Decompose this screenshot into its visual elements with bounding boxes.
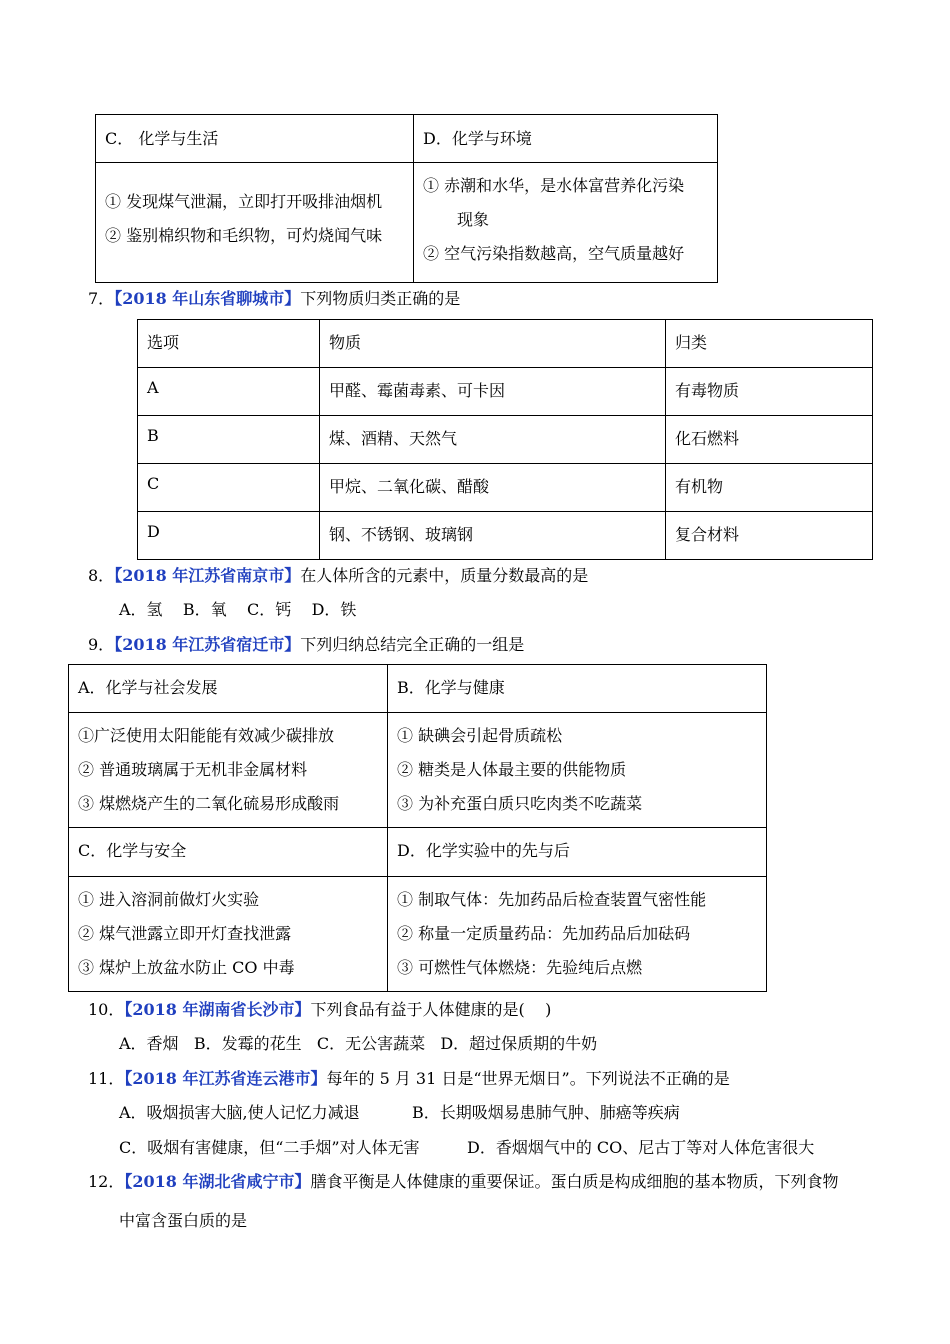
q9-c-header: C．化学与安全 (69, 828, 388, 877)
q10-options: A．香烟 B．发霉的花生 C．无公害蔬菜 D．超过保质期的牛奶 (119, 1034, 598, 1053)
q7-source: 【2018 年山东省聊城市】 (114, 289, 301, 308)
q6-d-cell (414, 163, 718, 283)
q7-stem: 7．【2018 年山东省聊城市】下列物质归类正确的是 (88, 289, 461, 308)
q7-table (137, 319, 873, 560)
table-row: B 煤、酒精、天然气 化石燃料 (138, 416, 873, 464)
q6-c-cell (96, 163, 414, 283)
q9-b-cell: ① 缺碘会引起骨质疏松 ② 糖类是人体最主要的供能物质 ③ 为补充蛋白质只吃肉类不吃蔬菜 (388, 713, 767, 828)
q9-d-cell: ① 制取气体：先加药品后检查装置气密性能 ② 称量一定质量药品：先加药品后加砝码 ③ 可燃性气体燃烧：先验纯后点燃 (388, 877, 767, 992)
q9-c-cell: ① 进入溶洞前做灯火实验 ② 煤气泄露立即开灯查找泄露 ③ 煤炉上放盆水防止 CO 中毒 (69, 877, 388, 992)
q9-a-header: A．化学与社会发展 (69, 665, 388, 713)
q6-d-item-1b: 现象 (457, 210, 490, 229)
q9-table (68, 664, 767, 992)
q9-d-header: D．化学实验中的先与后 (388, 828, 767, 877)
q11-option-d: D．香烟烟气中的 CO、尼古丁等对人体危害很大 (467, 1138, 815, 1157)
q11-option-a: A．吸烟损害大脑,使人记忆力减退 (119, 1103, 360, 1122)
q7-header-option: 选项 (138, 320, 320, 368)
q12-source: 【2018 年湖北省咸宁市】 (124, 1172, 311, 1191)
table-row: D 钢、不锈钢、玻璃钢 复合材料 (138, 512, 873, 560)
q8-stem: 8．【2018 年江苏省南京市】在人体所含的元素中，质量分数最高的是 (88, 566, 589, 585)
q12-stem: 12．【2018 年湖北省咸宁市】膳食平衡是人体健康的重要保证。蛋白质是构成细胞的基本物质，下列食物 (88, 1172, 839, 1191)
q6-c-item-2: ② 鉴别棉织物和毛织物，可灼烧闻气味 (105, 226, 383, 245)
q6-c-item-1: ① 发现煤气泄漏，立即打开吸排油烟机 (105, 192, 383, 211)
q8-options: A．氢 B．氧 C．钙 D．铁 (119, 600, 357, 619)
q6-d-header: D．化学与环境 (414, 115, 718, 163)
q6-c-header: C． 化学与生活 (96, 115, 414, 163)
q11-option-c: C．吸烟有害健康，但“二手烟”对人体无害 (119, 1138, 420, 1157)
q7-header-substance: 物质 (320, 320, 666, 368)
q11-stem: 11．【2018 年江苏省连云港市】每年的 5 月 31 日是“世界无烟日”。下列说法不正确的是 (88, 1069, 730, 1088)
q7-header-category: 归类 (666, 320, 873, 368)
q8-source: 【2018 年江苏省南京市】 (114, 566, 301, 585)
q11-source: 【2018 年江苏省连云港市】 (124, 1069, 327, 1088)
q6-table (95, 114, 718, 283)
q10-source: 【2018 年湖南省长沙市】 (124, 1000, 311, 1019)
q11-option-b: B．长期吸烟易患肺气肿、肺癌等疾病 (412, 1103, 680, 1122)
q12-stem-line2: 中富含蛋白质的是 (119, 1211, 248, 1230)
q9-source: 【2018 年江苏省宿迁市】 (114, 635, 301, 654)
table-row: A 甲醛、霉菌毒素、可卡因 有毒物质 (138, 368, 873, 416)
table-row: C 甲烷、二氧化碳、醋酸 有机物 (138, 464, 873, 512)
q9-b-header: B．化学与健康 (388, 665, 767, 713)
q9-stem: 9．【2018 年江苏省宿迁市】下列归纳总结完全正确的一组是 (88, 635, 525, 654)
q6-d-item-2: ② 空气污染指数越高，空气质量越好 (423, 244, 685, 263)
q9-a-cell: ①广泛使用太阳能能有效减少碳排放 ② 普通玻璃属于无机非金属材料 ③ 煤燃烧产生的二氧化硫易形成酸雨 (69, 713, 388, 828)
q6-d-item-1a: ① 赤潮和水华，是水体富营养化污染 (423, 176, 685, 195)
q10-stem: 10．【2018 年湖南省长沙市】下列食品有益于人体健康的是( ) (88, 1000, 552, 1019)
